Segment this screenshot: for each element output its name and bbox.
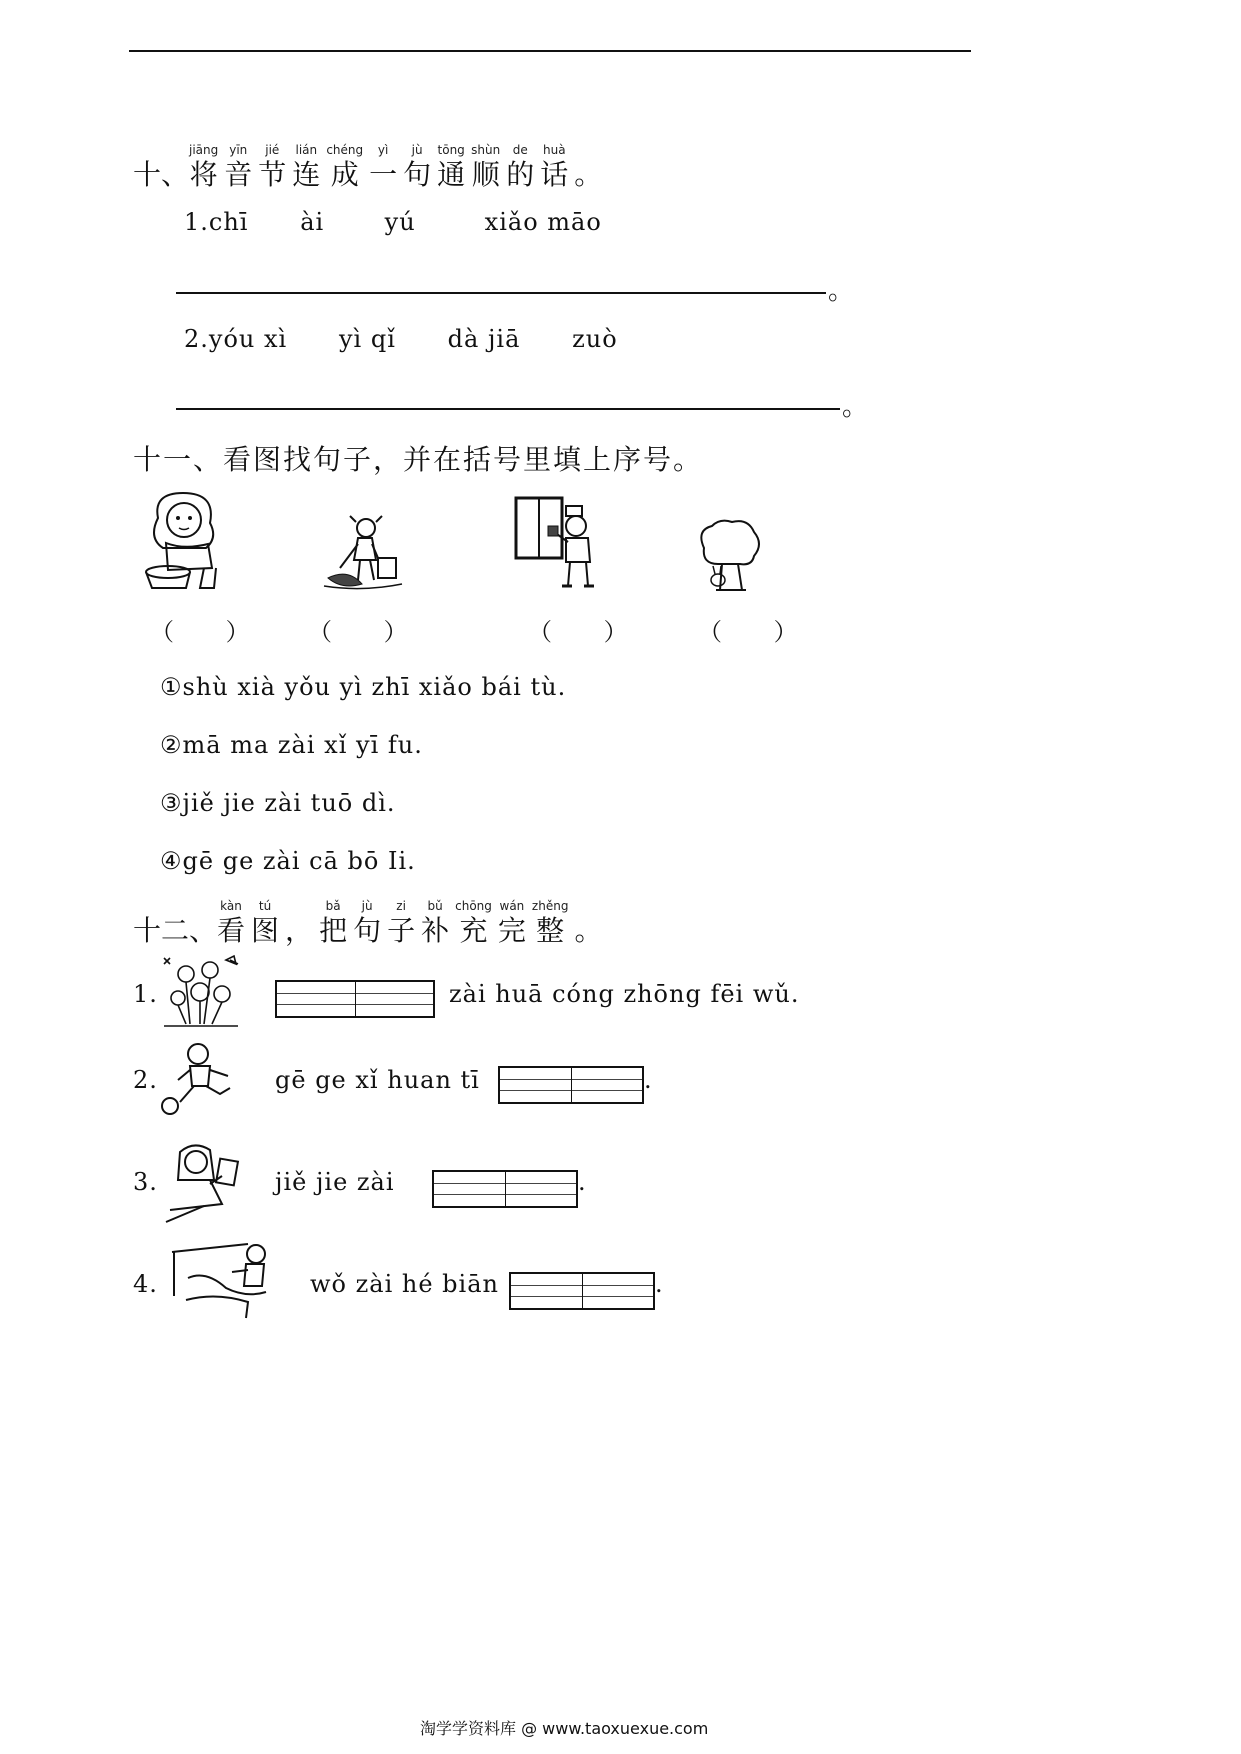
section12-title-hanzi: 图 [251,914,280,947]
section12-title-char-9 [498,898,526,948]
option-1: ①shù xià yǒu yì zhī xiǎo bái tù. [160,673,567,701]
section10-title-pinyin: huà [542,143,566,157]
section10-number: 十、 [133,158,190,191]
picture-rabbit-under-tree [696,518,762,592]
answer-line-2-end: 。 [842,392,869,422]
section12-title-pinyin: wán [499,899,525,913]
section10-title-char-4 [292,142,320,192]
section10-title-char-2 [224,142,252,192]
section10-title-pinyin: jiāng [189,143,219,157]
section10-title-hanzi: 话 [540,158,569,191]
option-2: ②mā ma zài xǐ yī fu. [160,731,423,759]
item-1-fill-box[interactable] [275,980,435,1018]
section10-title-char-5 [326,142,363,192]
section10-title-pinyin: de [512,143,528,157]
section10-title-hanzi: 顺 [471,158,500,191]
item-2-after: . [644,1066,653,1094]
section10-title-hanzi: 音 [224,158,253,191]
section10-title-char-10 [506,142,534,192]
answer-line-1-end: 。 [828,276,855,306]
section12-title-pinyin: jù [361,899,373,913]
picture-brother-cleaning-window [514,496,612,592]
item-4-number: 4. [133,1270,158,1298]
section12-title-char-6 [387,898,415,948]
item-2-number: 2. [133,1066,158,1094]
section12-title-pinyin: kàn [220,899,242,913]
picture-sister-reading [164,1140,240,1224]
answer-bracket-1[interactable]: （ ） [150,618,272,646]
section10-title-pinyin: shùn [471,143,501,157]
section12-title-char-3 [285,898,313,948]
section12-title-hanzi: 完 [497,914,526,947]
section12-title-hanzi: ， [285,914,314,947]
section10-title-char-11 [540,142,568,192]
section10-title-char-1 [189,142,218,192]
section12-title-hanzi: 把 [319,914,348,947]
section12-title-hanzi: 整 [536,914,565,947]
section12-title-pinyin: tú [258,899,272,913]
item-1-number: 1. [133,980,158,1008]
section10-title-pinyin: chéng [326,143,364,157]
picture-sister-mopping-floor [322,514,406,592]
section12-title-pinyin: zhěng [531,899,569,913]
section10-title-hanzi: 句 [403,158,432,191]
section12-title-hanzi: 看 [217,914,246,947]
item-3-number: 3. [133,1168,158,1196]
option-3: ③jiě jie zài tuō dì. [160,789,396,817]
section10-title-pinyin: tōng [437,143,465,157]
section10-end-mark: 。 [574,158,603,191]
section12-title-pinyin: bǎ [325,899,341,913]
section12-end-mark: 。 [574,914,603,947]
picture-flowers-butterflies [160,954,242,1030]
section12-title-hanzi: 子 [387,914,416,947]
top-rule [129,50,971,52]
section12-heading [133,898,602,948]
answer-bracket-2[interactable]: （ ） [308,618,430,646]
section10-heading [133,142,602,192]
item-3-fill-box[interactable] [432,1170,578,1208]
section10-title-hanzi: 连 [292,158,321,191]
section10-title-char-8 [437,142,465,192]
answer-bracket-4[interactable]: （ ） [698,618,820,646]
section12-title-hanzi: 补 [421,914,450,947]
section12-title-char-2 [251,898,279,948]
section10-title-char-6 [369,142,397,192]
item-2-before: gē ge xǐ huan tī [275,1066,480,1094]
section11-title: 十一、看图找句子，并在括号里填上序号。 [133,443,704,476]
section10-title-hanzi: 通 [437,158,466,191]
item-4-before: wǒ zài hé biān [310,1270,499,1298]
footer-watermark: 淘学学资料库 @ www.taoxuexue.com [420,1719,709,1738]
section12-title-pinyin: bǔ [427,899,443,913]
picture-boy-kicking-ball [158,1040,240,1116]
answer-line-1[interactable] [176,292,826,294]
item-4-after: . [655,1270,664,1298]
item-3-after: . [578,1168,587,1196]
section12-title-char-10 [532,898,569,948]
answer-line-2[interactable] [176,408,840,410]
section10-title-char-9 [471,142,500,192]
item-4-fill-box[interactable] [509,1272,655,1310]
section10-title-hanzi: 成 [330,158,359,191]
item-1-after: zài huā cóng zhōng fēi wǔ. [449,980,800,1008]
section10-title-pinyin: yīn [229,143,248,157]
section12-title-char-4 [319,898,347,948]
section10-title-hanzi: 节 [258,158,287,191]
section12-title-pinyin: zi [396,899,406,913]
section10-title-pinyin: yì [377,143,389,157]
section12-number: 十二、 [133,914,218,947]
section12-title-char-7 [421,898,449,948]
section10-title-hanzi: 的 [506,158,535,191]
picture-mother-washing-clothes [138,488,228,592]
section10-title-pinyin: jù [411,143,423,157]
section12-title-char-8 [455,898,492,948]
section12-title-char-1 [217,898,245,948]
section12-title-pinyin: chōng [455,899,492,913]
picture-boy-fishing [166,1242,278,1320]
answer-bracket-3[interactable]: （ ） [528,618,650,646]
section10-question-1: 1.chī ài yú xiǎo māo [184,208,602,236]
item-3-before: jiě jie zài [275,1168,395,1196]
section10-title-char-3 [258,142,286,192]
option-4: ④gē ge zài cā bō Ii. [160,847,416,875]
section10-title-hanzi: 一 [369,158,398,191]
section12-title-hanzi: 充 [459,914,488,947]
item-2-fill-box[interactable] [498,1066,644,1104]
section10-title-char-7 [403,142,431,192]
section10-title-pinyin: lián [295,143,318,157]
section12-title-hanzi: 句 [353,914,382,947]
section12-title-char-5 [353,898,381,948]
section10-title-hanzi: 将 [189,158,218,191]
section10-question-2: 2.yóu xì yì qǐ dà jiā zuò [184,325,618,353]
section10-title-pinyin: jié [265,143,280,157]
